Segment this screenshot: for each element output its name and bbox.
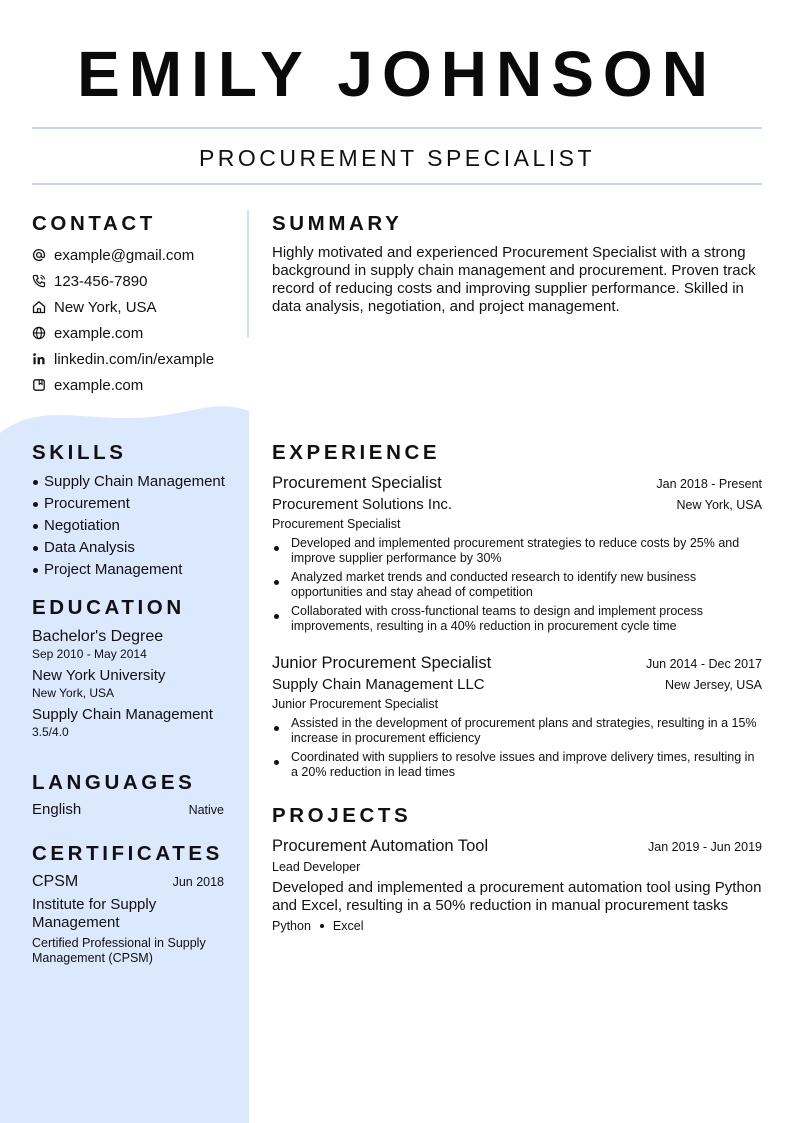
contact-list <box>32 242 247 398</box>
portfolio-icon <box>32 378 46 392</box>
certificate-date: Jun 2018 <box>172 875 224 889</box>
education-field: Supply Chain Management <box>32 706 213 723</box>
skill-item <box>32 537 242 559</box>
job-entry-location: New Jersey, USA <box>664 678 762 692</box>
bullet-dot <box>33 546 38 551</box>
job-bullet <box>272 536 762 566</box>
contact-linkedin[interactable] <box>32 346 247 372</box>
job-entry-company: Procurement Solutions Inc. <box>272 496 453 513</box>
summary-text: Highly motivated and experienced Procurement Specialist with a strong background in supply chain management and procurement. Proven track record of reducing costs and improving supplier performance. Skilled in data analysis, negotiation, and project management. <box>272 244 756 315</box>
bullet-dot <box>274 546 279 551</box>
project-title: Procurement Automation Tool <box>272 837 489 855</box>
bullet-dot <box>274 760 279 765</box>
contact-location-text: New York, USA <box>54 298 157 316</box>
summary-heading: SUMMARY <box>272 212 403 235</box>
job-entry-title: Procurement Specialist <box>272 474 442 492</box>
job-entry-dates: Jun 2014 - Dec 2017 <box>645 657 762 671</box>
project-tag: Python <box>272 919 311 933</box>
experience-heading: EXPERIENCE <box>272 441 441 464</box>
education-degree: Bachelor's Degree <box>32 628 164 645</box>
project-dates: Jan 2019 - Jun 2019 <box>648 840 762 854</box>
job-bullet <box>272 570 762 600</box>
bullet-dot <box>33 524 38 529</box>
header-rule-bottom <box>32 183 762 185</box>
contact-website-text: example.com <box>54 324 144 342</box>
contact-heading: CONTACT <box>32 212 156 235</box>
job-bullet <box>272 604 762 634</box>
header-rule-top <box>32 127 762 129</box>
job-bullet-text: Coordinated with suppliers to resolve issues and improve delivery times, resulting in a 20% reduction in lead times <box>291 750 755 779</box>
column-divider <box>247 210 249 338</box>
globe-icon <box>32 326 46 340</box>
contact-website[interactable] <box>32 320 247 346</box>
projects-heading: PROJECTS <box>272 804 412 827</box>
phone-icon <box>32 274 46 288</box>
job-bullet-text: Assisted in the development of procurement plans and strategies, resulting in a 15% increase in procurement efficiency <box>291 716 757 745</box>
education-gpa: 3.5/4.0 <box>32 725 69 739</box>
home-icon <box>32 300 46 314</box>
languages-heading: LANGUAGES <box>32 771 196 794</box>
job-entry-company: Supply Chain Management LLC <box>272 676 485 693</box>
job-bullet <box>272 716 762 746</box>
contact-portfolio[interactable] <box>32 372 247 398</box>
certificate-org: Institute for Supply Management <box>32 896 157 931</box>
skills-heading: SKILLS <box>32 441 127 464</box>
skill-item <box>32 471 242 493</box>
tag-separator-dot <box>320 924 324 928</box>
bullet-dot <box>33 502 38 507</box>
job-entry-title: Junior Procurement Specialist <box>272 654 492 672</box>
project-description: Developed and implemented a procurement automation tool using Python and Excel, resulting in a 50% reduction in manual procurement tasks <box>272 879 762 914</box>
skill-label: Negotiation <box>44 517 120 534</box>
contact-phone-text: 123-456-7890 <box>54 272 148 290</box>
experience-entry <box>272 472 762 638</box>
language-item <box>32 801 224 818</box>
project-entry <box>272 835 762 933</box>
contact-location <box>32 294 247 320</box>
linkedin-icon <box>32 352 46 366</box>
education-location: New York, USA <box>32 686 115 700</box>
skill-item <box>32 515 242 537</box>
language-name: English <box>32 801 82 818</box>
contact-email[interactable] <box>32 242 247 268</box>
candidate-name: EMILY JOHNSON <box>77 38 717 110</box>
job-title: PROCUREMENT SPECIALIST <box>198 145 596 171</box>
education-entry <box>32 627 232 744</box>
contact-email-text: example@gmail.com <box>54 246 195 264</box>
skill-item <box>32 493 242 515</box>
project-tags <box>272 919 762 933</box>
contact-portfolio-text: example.com <box>54 376 144 394</box>
bullet-dot <box>33 480 38 485</box>
certificate-name: CPSM <box>32 873 79 890</box>
contact-phone[interactable] <box>32 268 247 294</box>
skill-label: Project Management <box>44 561 183 578</box>
education-heading: EDUCATION <box>32 596 185 619</box>
bullet-dot <box>274 580 279 585</box>
education-dates: Sep 2010 - May 2014 <box>32 647 147 661</box>
skill-label: Data Analysis <box>44 539 135 556</box>
job-bullet <box>272 750 762 780</box>
job-entry-role: Junior Procurement Specialist <box>272 697 439 711</box>
bullet-dot <box>274 614 279 619</box>
experience-entry <box>272 652 762 784</box>
certificates-heading: CERTIFICATES <box>32 842 223 865</box>
job-bullet-text: Collaborated with cross-functional teams to design and implement process improvements, resulting in a 40% reduction in procurement cycle time <box>291 604 704 633</box>
at-icon <box>32 248 46 262</box>
skill-label: Supply Chain Management <box>44 473 225 490</box>
project-role: Lead Developer <box>272 860 361 874</box>
project-tag: Excel <box>332 919 364 933</box>
bullet-dot <box>274 726 279 731</box>
job-entry-role: Procurement Specialist <box>272 517 401 531</box>
bullet-dot <box>33 568 38 573</box>
job-entry-dates: Jan 2018 - Present <box>656 477 762 491</box>
skills-list <box>32 471 242 581</box>
skill-label: Procurement <box>44 495 130 512</box>
certificate-description: Certified Professional in Supply Management (CPSM) <box>32 936 206 965</box>
certificate-item <box>32 873 224 966</box>
language-level: Native <box>188 803 224 817</box>
education-school: New York University <box>32 667 166 684</box>
job-entry-location: New York, USA <box>676 498 762 512</box>
contact-linkedin-text: linkedin.com/in/example <box>54 350 215 368</box>
job-bullet-text: Developed and implemented procurement strategies to reduce costs by 25% and improve supplier performance by 30% <box>291 536 740 565</box>
skill-item <box>32 559 242 581</box>
job-bullet-text: Analyzed market trends and conducted research to identify new business opportunities and stay ahead of competition <box>291 570 697 599</box>
